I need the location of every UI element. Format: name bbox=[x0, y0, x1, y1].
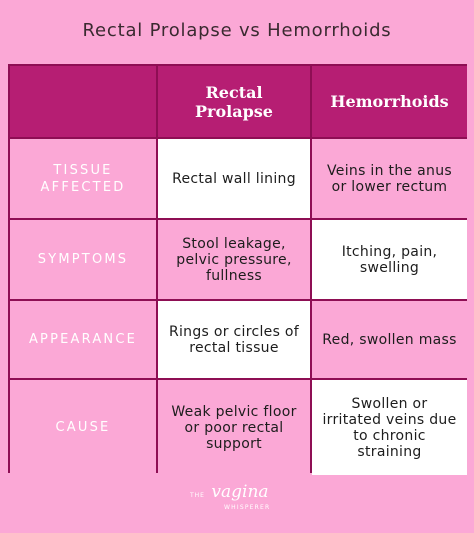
comparison-table bbox=[8, 64, 467, 473]
cell-prolapse-appearance: Rings or circles of rectal tissue bbox=[158, 301, 310, 378]
brand-logo bbox=[190, 482, 290, 522]
cell-prolapse-tissue: Rectal wall lining bbox=[158, 139, 310, 218]
column-header-rectal-prolapse: Rectal Prolapse bbox=[158, 66, 310, 137]
page-title: Rectal Prolapse vs Hemorrhoids bbox=[82, 20, 392, 41]
table-corner bbox=[10, 66, 156, 137]
row-label-tissue-affected: TISSUE AFFECTED bbox=[10, 139, 156, 218]
cell-prolapse-cause: Weak pelvic floor or poor rectal support bbox=[158, 380, 310, 475]
row-label-appearance: APPEARANCE bbox=[10, 301, 156, 378]
brand-suffix: WHISPERER bbox=[224, 504, 271, 511]
cell-hemorrhoids-cause: Swollen or irritated veins due to chronic straining bbox=[312, 380, 467, 475]
cell-prolapse-symptoms: Stool leakage, pelvic pressure, fullness bbox=[158, 220, 310, 299]
brand-prefix: THE bbox=[190, 492, 205, 499]
cell-hemorrhoids-symptoms: Itching, pain, swelling bbox=[312, 220, 467, 299]
row-label-cause: CAUSE bbox=[10, 380, 156, 475]
brand-name: vagina bbox=[211, 482, 269, 502]
cell-hemorrhoids-appearance: Red, swollen mass bbox=[312, 301, 467, 378]
row-label-symptoms: SYMPTOMS bbox=[10, 220, 156, 299]
column-header-hemorrhoids: Hemorrhoids bbox=[312, 66, 467, 137]
cell-hemorrhoids-tissue: Veins in the anus or lower rectum bbox=[312, 139, 467, 218]
